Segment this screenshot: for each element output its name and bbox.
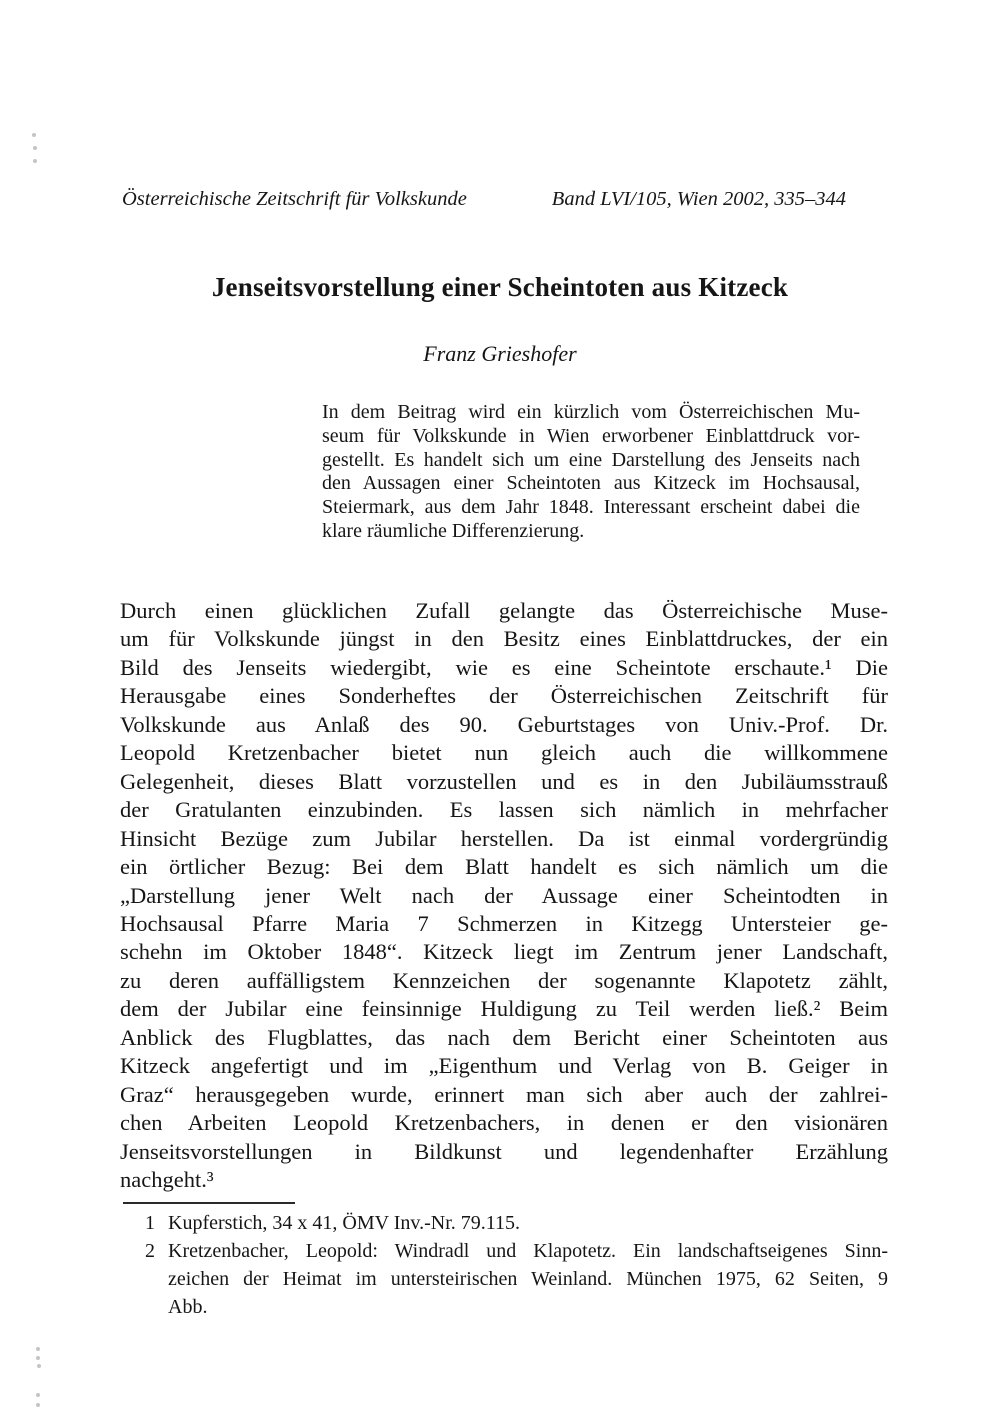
- text-line: dem der Jubilar eine feinsinnige Huldigung zu Teil werden ließ.² Beim: [120, 996, 888, 1022]
- text-line: zu deren auffälligstem Kennzeichen der sogenannte Klapotetz zählt,: [120, 967, 888, 993]
- text-line: chen Arbeiten Leopold Kretzenbachers, in denen er den visionären: [120, 1110, 888, 1136]
- scan-artifact: [37, 1364, 41, 1368]
- footnote-item: [120, 1237, 888, 1321]
- journal-header: [122, 188, 846, 211]
- text-line: Kupferstich, 34 x 41, ÖMV Inv.-Nr. 79.115.: [168, 1212, 521, 1234]
- scan-artifact: [36, 1403, 40, 1407]
- text-line: klare räumliche Differenzierung.: [322, 519, 585, 542]
- text-line: Steiermark, aus dem Jahr 1848. Interessant erscheint dabei die: [322, 496, 860, 519]
- text-line: ein örtlicher Bezug: Bei dem Blatt handelt es sich nämlich um die: [120, 854, 888, 880]
- text-line: Bild des Jenseits wiedergibt, wie es eine Scheintote erschaute.¹ Die: [120, 654, 888, 680]
- scan-artifact: [36, 1347, 40, 1351]
- text-line: Hinsicht Bezüge zum Jubilar herstellen. Da ist einmal vordergründig: [120, 825, 888, 851]
- scan-artifact: [33, 146, 37, 150]
- text-line: zeichen der Heimat im untersteirischen Weinland. München 1975, 62 Seiten, 9: [168, 1268, 888, 1290]
- text-line: „Darstellung jener Welt nach der Aussage einer Scheintodten in: [120, 882, 888, 908]
- text-line: Volkskunde aus Anlaß des 90. Geburtstages von Univ.-Prof. Dr.: [120, 711, 888, 737]
- footnote-separator: [123, 1202, 295, 1204]
- text-line: den Aussagen einer Scheintoten aus Kitzeck im Hochsausal,: [322, 472, 860, 495]
- text-line: Herausgabe eines Sonderheftes der Österreichischen Zeitschrift für: [120, 683, 888, 709]
- text-line: um für Volkskunde jüngst in den Besitz eines Einblattdruckes, der ein: [120, 626, 888, 652]
- text-line: Kitzeck angefertigt und im „Eigenthum und Verlag von B. Geiger in: [120, 1053, 888, 1079]
- text-line: der Gratulanten einzubinden. Es lassen sich nämlich in mehrfacher: [120, 797, 888, 823]
- journal-issue: Band LVI/105, Wien 2002, 335–344: [551, 188, 846, 210]
- text-line: Kretzenbacher, Leopold: Windradl und Klapotetz. Ein landschaftseigenes Sinn-: [168, 1240, 888, 1262]
- text-line: gestellt. Es handelt sich um eine Darstellung des Jenseits nach: [322, 448, 860, 471]
- footnote-number: 2: [145, 1240, 155, 1262]
- scan-artifact: [33, 159, 37, 163]
- text-line: Graz“ herausgegeben wurde, erinnert man sich aber auch der zahlrei-: [120, 1081, 888, 1107]
- text-line: In dem Beitrag wird ein kürzlich vom Österreichischen Mu-: [322, 401, 860, 423]
- text-line: Gelegenheit, dieses Blatt vorzustellen und es in den Jubiläumsstrauß: [120, 768, 888, 794]
- footnote-text: [168, 1237, 888, 1321]
- footnote-item: [120, 1209, 888, 1237]
- footnote-text: [168, 1209, 888, 1237]
- article-author: Franz Grieshofer: [423, 341, 577, 366]
- scan-artifact: [36, 1393, 40, 1397]
- text-line: Anblick des Flugblattes, das nach dem Bericht einer Scheintoten aus: [120, 1024, 888, 1050]
- scan-artifact: [36, 1356, 40, 1360]
- article-title: Jenseitsvorstellung einer Scheintoten aus Kitzeck: [211, 272, 789, 302]
- footnote-number: 1: [145, 1212, 155, 1234]
- journal-title: Österreichische Zeitschrift für Volkskunde: [122, 188, 467, 210]
- text-line: Abb.: [168, 1296, 208, 1318]
- abstract-block: [322, 401, 860, 544]
- text-line: Durch einen glücklichen Zufall gelangte das Österreichische Muse-: [120, 598, 888, 623]
- text-line: nachgeht.³: [120, 1167, 214, 1193]
- text-line: schehn im Oktober 1848“. Kitzeck liegt im Zentrum jener Landschaft,: [120, 939, 888, 965]
- text-line: seum für Volkskunde in Wien erworbener Einblattdruck vor-: [322, 424, 860, 447]
- text-line: Leopold Kretzenbacher bietet nun gleich auch die willkommene: [120, 740, 888, 766]
- scan-artifact: [32, 133, 36, 137]
- footnotes-block: [120, 1209, 888, 1321]
- text-line: Jenseitsvorstellungen in Bildkunst und legendenhafter Erzählung: [120, 1138, 888, 1164]
- text-line: Hochsausal Pfarre Maria 7 Schmerzen in Kitzegg Untersteier ge-: [120, 910, 888, 936]
- article-body: [120, 597, 888, 1195]
